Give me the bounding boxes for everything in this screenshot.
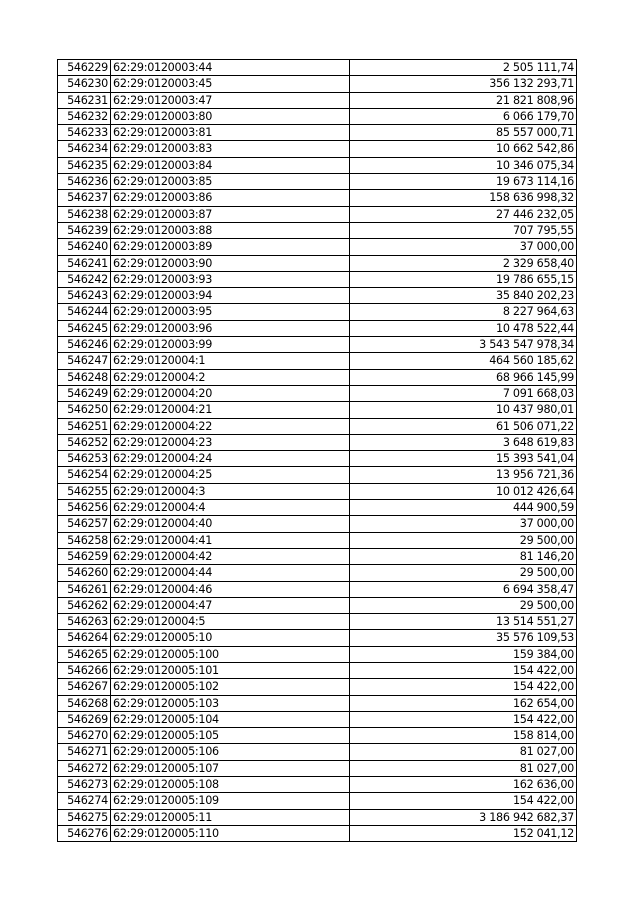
cadastral-number-cell: 62:29:0120004:25 (111, 467, 350, 483)
cadastral-value-cell: 3 648 619,83 (350, 434, 577, 450)
cadastral-value-cell: 29 500,00 (350, 565, 577, 581)
table-row (58, 255, 577, 271)
cadastral-value-cell: 13 514 551,27 (350, 614, 577, 630)
table-row (58, 385, 577, 401)
row-number-cell: 546256 (58, 500, 111, 516)
cadastral-number-cell: 62:29:0120003:89 (111, 239, 350, 255)
table-row (58, 581, 577, 597)
table-row (58, 777, 577, 793)
cadastral-value-cell: 707 795,55 (350, 222, 577, 238)
cadastral-number-cell: 62:29:0120003:80 (111, 108, 350, 124)
cadastral-number-cell: 62:29:0120004:4 (111, 500, 350, 516)
row-number-cell: 546241 (58, 255, 111, 271)
table-row (58, 369, 577, 385)
row-number-cell: 546237 (58, 190, 111, 206)
row-number-cell: 546244 (58, 304, 111, 320)
table-row (58, 662, 577, 678)
cadastral-number-cell: 62:29:0120003:84 (111, 157, 350, 173)
cadastral-value-cell: 8 227 964,63 (350, 304, 577, 320)
cadastral-number-cell: 62:29:0120003:90 (111, 255, 350, 271)
cadastral-value-cell: 2 505 111,74 (350, 60, 577, 76)
cadastral-number-cell: 62:29:0120004:41 (111, 532, 350, 548)
cadastral-number-cell: 62:29:0120005:100 (111, 646, 350, 662)
table-row (58, 174, 577, 190)
row-number-cell: 546231 (58, 92, 111, 108)
cadastral-value-cell: 10 012 426,64 (350, 483, 577, 499)
cadastral-number-cell: 62:29:0120004:5 (111, 614, 350, 630)
row-number-cell: 546263 (58, 614, 111, 630)
cadastral-value-cell: 35 576 109,53 (350, 630, 577, 646)
cadastral-number-cell: 62:29:0120003:85 (111, 174, 350, 190)
cadastral-value-cell: 152 041,12 (350, 825, 577, 841)
table-row (58, 288, 577, 304)
cadastral-number-cell: 62:29:0120005:11 (111, 809, 350, 825)
row-number-cell: 546239 (58, 222, 111, 238)
table-row (58, 597, 577, 613)
table-row (58, 728, 577, 744)
cadastral-value-cell: 10 662 542,86 (350, 141, 577, 157)
cadastral-number-cell: 62:29:0120004:1 (111, 353, 350, 369)
cadastral-value-cell: 6 066 179,70 (350, 108, 577, 124)
table-row (58, 222, 577, 238)
table-row (58, 695, 577, 711)
cadastral-value-cell: 3 543 547 978,34 (350, 337, 577, 353)
cadastral-value-cell: 159 384,00 (350, 646, 577, 662)
cadastral-value-cell: 19 786 655,15 (350, 271, 577, 287)
table-row (58, 320, 577, 336)
cadastral-number-cell: 62:29:0120004:40 (111, 516, 350, 532)
cadastral-value-cell: 29 500,00 (350, 597, 577, 613)
row-number-cell: 546273 (58, 777, 111, 793)
cadastral-number-cell: 62:29:0120005:10 (111, 630, 350, 646)
table-row (58, 467, 577, 483)
row-number-cell: 546249 (58, 385, 111, 401)
cadastral-number-cell: 62:29:0120003:95 (111, 304, 350, 320)
row-number-cell: 546267 (58, 679, 111, 695)
cadastral-value-cell: 29 500,00 (350, 532, 577, 548)
cadastral-number-cell: 62:29:0120003:44 (111, 60, 350, 76)
table-row (58, 239, 577, 255)
cadastral-value-cell: 68 966 145,99 (350, 369, 577, 385)
cadastral-number-cell: 62:29:0120005:102 (111, 679, 350, 695)
row-number-cell: 546251 (58, 418, 111, 434)
row-number-cell: 546229 (58, 60, 111, 76)
table-row (58, 809, 577, 825)
cadastral-number-cell: 62:29:0120003:96 (111, 320, 350, 336)
table-row (58, 793, 577, 809)
cadastral-number-cell: 62:29:0120003:86 (111, 190, 350, 206)
table-row (58, 516, 577, 532)
cadastral-number-cell: 62:29:0120003:93 (111, 271, 350, 287)
cadastral-number-cell: 62:29:0120003:83 (111, 141, 350, 157)
cadastral-value-cell: 154 422,00 (350, 662, 577, 678)
row-number-cell: 546246 (58, 337, 111, 353)
cadastral-value-cell: 81 027,00 (350, 760, 577, 776)
cadastral-number-cell: 62:29:0120005:106 (111, 744, 350, 760)
table-row (58, 418, 577, 434)
cadastral-number-cell: 62:29:0120004:3 (111, 483, 350, 499)
cadastral-number-cell: 62:29:0120003:87 (111, 206, 350, 222)
cadastral-number-cell: 62:29:0120004:42 (111, 548, 350, 564)
cadastral-number-cell: 62:29:0120004:21 (111, 402, 350, 418)
row-number-cell: 546252 (58, 434, 111, 450)
cadastral-value-cell: 37 000,00 (350, 516, 577, 532)
row-number-cell: 546265 (58, 646, 111, 662)
row-number-cell: 546275 (58, 809, 111, 825)
row-number-cell: 546245 (58, 320, 111, 336)
cadastral-number-cell: 62:29:0120003:99 (111, 337, 350, 353)
table-row (58, 157, 577, 173)
table-row (58, 92, 577, 108)
cadastral-value-cell: 444 900,59 (350, 500, 577, 516)
cadastral-value-cell: 158 814,00 (350, 728, 577, 744)
row-number-cell: 546262 (58, 597, 111, 613)
row-number-cell: 546266 (58, 662, 111, 678)
cadastral-number-cell: 62:29:0120003:88 (111, 222, 350, 238)
row-number-cell: 546233 (58, 125, 111, 141)
row-number-cell: 546255 (58, 483, 111, 499)
table-row (58, 304, 577, 320)
table-row (58, 434, 577, 450)
row-number-cell: 546238 (58, 206, 111, 222)
cadastral-number-cell: 62:29:0120005:109 (111, 793, 350, 809)
row-number-cell: 546254 (58, 467, 111, 483)
cadastral-number-cell: 62:29:0120004:20 (111, 385, 350, 401)
cadastral-value-cell: 10 478 522,44 (350, 320, 577, 336)
cadastral-value-cell: 154 422,00 (350, 793, 577, 809)
cadastral-number-cell: 62:29:0120004:2 (111, 369, 350, 385)
cadastral-number-cell: 62:29:0120004:44 (111, 565, 350, 581)
cadastral-number-cell: 62:29:0120005:107 (111, 760, 350, 776)
table-row (58, 271, 577, 287)
table-body (58, 60, 577, 842)
row-number-cell: 546253 (58, 451, 111, 467)
table-row (58, 60, 577, 76)
cadastral-value-cell: 2 329 658,40 (350, 255, 577, 271)
table-row (58, 451, 577, 467)
table-row (58, 353, 577, 369)
cadastral-value-cell: 464 560 185,62 (350, 353, 577, 369)
row-number-cell: 546260 (58, 565, 111, 581)
cadastral-value-cell: 154 422,00 (350, 711, 577, 727)
table-row (58, 825, 577, 841)
cadastral-number-cell: 62:29:0120004:46 (111, 581, 350, 597)
cadastral-number-cell: 62:29:0120005:108 (111, 777, 350, 793)
row-number-cell: 546274 (58, 793, 111, 809)
table-row (58, 679, 577, 695)
row-number-cell: 546268 (58, 695, 111, 711)
table-row (58, 76, 577, 92)
table-row (58, 711, 577, 727)
table-row (58, 565, 577, 581)
cadastral-value-cell: 154 422,00 (350, 679, 577, 695)
table-row (58, 548, 577, 564)
cadastral-value-cell: 81 027,00 (350, 744, 577, 760)
table-row (58, 141, 577, 157)
cadastral-value-cell: 61 506 071,22 (350, 418, 577, 434)
cadastral-number-cell: 62:29:0120003:81 (111, 125, 350, 141)
table-row (58, 532, 577, 548)
cadastral-value-cell: 162 636,00 (350, 777, 577, 793)
cadastral-value-cell: 15 393 541,04 (350, 451, 577, 467)
row-number-cell: 546271 (58, 744, 111, 760)
row-number-cell: 546248 (58, 369, 111, 385)
table-row (58, 744, 577, 760)
table-row (58, 500, 577, 516)
cadastral-number-cell: 62:29:0120004:23 (111, 434, 350, 450)
table-row (58, 614, 577, 630)
table-row (58, 125, 577, 141)
table-row (58, 337, 577, 353)
cadastral-number-cell: 62:29:0120005:105 (111, 728, 350, 744)
row-number-cell: 546242 (58, 271, 111, 287)
row-number-cell: 546234 (58, 141, 111, 157)
row-number-cell: 546269 (58, 711, 111, 727)
row-number-cell: 546243 (58, 288, 111, 304)
cadastral-value-cell: 3 186 942 682,37 (350, 809, 577, 825)
cadastral-number-cell: 62:29:0120003:47 (111, 92, 350, 108)
row-number-cell: 546236 (58, 174, 111, 190)
cadastral-value-cell: 10 437 980,01 (350, 402, 577, 418)
row-number-cell: 546240 (58, 239, 111, 255)
cadastral-value-cell: 85 557 000,71 (350, 125, 577, 141)
cadastral-value-cell: 356 132 293,71 (350, 76, 577, 92)
table-row (58, 206, 577, 222)
row-number-cell: 546261 (58, 581, 111, 597)
row-number-cell: 546258 (58, 532, 111, 548)
row-number-cell: 546276 (58, 825, 111, 841)
row-number-cell: 546259 (58, 548, 111, 564)
table-row (58, 483, 577, 499)
row-number-cell: 546272 (58, 760, 111, 776)
cadastral-number-cell: 62:29:0120005:104 (111, 711, 350, 727)
row-number-cell: 546235 (58, 157, 111, 173)
cadastral-value-cell: 6 694 358,47 (350, 581, 577, 597)
cadastral-number-cell: 62:29:0120005:101 (111, 662, 350, 678)
table-row (58, 630, 577, 646)
cadastral-value-cell: 81 146,20 (350, 548, 577, 564)
cadastral-value-cell: 27 446 232,05 (350, 206, 577, 222)
cadastral-value-table (57, 59, 577, 842)
cadastral-value-cell: 37 000,00 (350, 239, 577, 255)
cadastral-value-cell: 162 654,00 (350, 695, 577, 711)
row-number-cell: 546264 (58, 630, 111, 646)
cadastral-number-cell: 62:29:0120004:22 (111, 418, 350, 434)
row-number-cell: 546232 (58, 108, 111, 124)
cadastral-value-cell: 158 636 998,32 (350, 190, 577, 206)
cadastral-number-cell: 62:29:0120004:47 (111, 597, 350, 613)
table-row (58, 108, 577, 124)
cadastral-value-cell: 19 673 114,16 (350, 174, 577, 190)
cadastral-value-cell: 10 346 075,34 (350, 157, 577, 173)
row-number-cell: 546230 (58, 76, 111, 92)
row-number-cell: 546270 (58, 728, 111, 744)
table-row (58, 760, 577, 776)
table-row (58, 646, 577, 662)
cadastral-value-cell: 7 091 668,03 (350, 385, 577, 401)
row-number-cell: 546247 (58, 353, 111, 369)
document-page (57, 59, 577, 842)
cadastral-number-cell: 62:29:0120005:103 (111, 695, 350, 711)
table-row (58, 402, 577, 418)
cadastral-value-cell: 21 821 808,96 (350, 92, 577, 108)
table-row (58, 190, 577, 206)
cadastral-value-cell: 35 840 202,23 (350, 288, 577, 304)
row-number-cell: 546257 (58, 516, 111, 532)
row-number-cell: 546250 (58, 402, 111, 418)
cadastral-number-cell: 62:29:0120003:94 (111, 288, 350, 304)
cadastral-number-cell: 62:29:0120004:24 (111, 451, 350, 467)
cadastral-number-cell: 62:29:0120005:110 (111, 825, 350, 841)
cadastral-value-cell: 13 956 721,36 (350, 467, 577, 483)
cadastral-number-cell: 62:29:0120003:45 (111, 76, 350, 92)
